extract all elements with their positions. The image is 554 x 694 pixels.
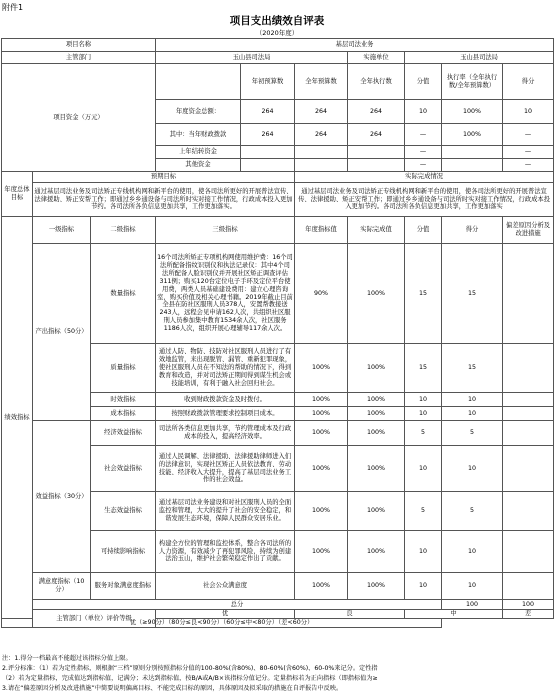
ind-score: 10 <box>405 573 442 600</box>
ind-actual: 100% <box>348 531 405 573</box>
ind-target: 100% <box>295 393 348 407</box>
funds-cell: — <box>405 146 442 159</box>
funds-cell: — <box>503 159 554 172</box>
actual-result-text: 通过基层司法业务及司法矫正专线机构网和新平台的使用，使各司法所更好的开展普法宣传、法律援助、矫正安帮工作；即通过乡乡通设备与司法所时实对接工作情况，行政成本投入更加节约。各司法所各负信息更加共享，工作更加落实 <box>295 183 554 217</box>
year-label: （2020年度） <box>255 29 299 37</box>
note-line: 注：1.得分一档最高不能超过该指标分值上限。 <box>2 655 132 662</box>
ind-got: 10 <box>442 407 503 421</box>
funds-header-rate: 执行率（全年执行数/全年预算数） <box>442 64 503 100</box>
ind-header-actual: 实际完成值 <box>348 217 405 244</box>
funds-cell: 264 <box>241 124 295 146</box>
total-got: 100 <box>503 600 554 610</box>
ind-l2: 成本指标 <box>91 407 156 421</box>
funds-cell <box>241 146 295 159</box>
ind-l3: 司法所各类信息更加共享，节约管理成本及行政成本的投入，提高经济效率。 <box>156 421 295 446</box>
ind-l3: 通过基层司法业务建设和对社区服刑人员的全面监控和管理，大大的提升了社会的安全稳定，和谐发展生态环境，保障人民群众安居乐业。 <box>156 492 295 531</box>
ind-score: 10 <box>405 407 442 421</box>
ind-dev <box>503 492 554 531</box>
funds-row-label: 上年结转资金 <box>156 146 241 159</box>
funds-cell <box>295 159 348 172</box>
ind-target: 100% <box>295 492 348 531</box>
rating-label: 主管部门（单位）评价等级 <box>33 610 156 628</box>
ind-got: 10 <box>442 531 503 573</box>
ind-got: 10 <box>442 573 503 600</box>
ind-l2: 质量指标 <box>91 344 156 393</box>
note-line: 2.评分标准：（1）若为定性指标，则根据“三档”原则分别按照指标分值的100-80%(含80%)、80-60%(含60%)、60-0%来记分。定性指 <box>2 665 378 672</box>
ind-l3: 社会公众满意度 <box>156 573 295 600</box>
ind-l3: 通过人防、物防、技防对社区服刑人员进行了有效地监管，来出现脱管、漏管、重新犯罪现象，使社区服刑人员在不知法的帮助的情况下，得到教育和改造，并对司法矫正期间得到谋生机会或技能培训，有利于融入社会回归社会。 <box>156 344 295 393</box>
expected-goal-header: 预期目标 <box>33 172 295 183</box>
ind-header-l3: 三级指标 <box>156 217 295 244</box>
ind-l3: 构建全方位的管理和监控体系，整合各司法所的人力资源，有效减少了再犯罪风险，持续为创建法治玉山，维护社会繁荣稳定作出了贡献。 <box>156 531 295 573</box>
ind-score: 15 <box>405 244 442 344</box>
note-line: （2）若为定量指标，完成值达到指标值，记满分；未达到指标值，按B/A或A/B×该指标分值记分。定量指标若为正向指标（即指标值为≥ <box>2 675 378 682</box>
ind-l3: 收到财政拨款资金及时拨付。 <box>156 393 295 407</box>
funds-cell <box>442 146 503 159</box>
ind-actual: 100% <box>348 446 405 492</box>
ind-actual: 100% <box>348 344 405 393</box>
ind-header-l1: 一级指标 <box>33 217 91 244</box>
ind-l2: 经济效益指标 <box>91 421 156 446</box>
indicators-label: 绩效指标 <box>2 217 33 619</box>
ind-actual: 100% <box>348 393 405 407</box>
ind-got: 15 <box>442 244 503 344</box>
funds-cell: — <box>503 146 554 159</box>
ind-got: 5 <box>442 492 503 531</box>
funds-cell: 10 <box>503 100 554 124</box>
funds-cell: — <box>503 124 554 146</box>
funds-cell: 264 <box>295 124 348 146</box>
funds-header-score: 分值 <box>405 64 442 100</box>
rating-medium: 中 <box>405 610 503 619</box>
ind-actual: 100% <box>348 492 405 531</box>
ind-got: 10 <box>442 446 503 492</box>
funds-header-annual: 全年预算数 <box>295 64 348 100</box>
actual-result-header: 实际完成情况 <box>295 172 554 183</box>
ind-l2: 服务对象满意度指标 <box>91 573 156 600</box>
funds-cell <box>442 159 503 172</box>
satisfaction-indicator-label: 满意度指标（10分） <box>33 573 91 600</box>
ind-score: 5 <box>405 421 442 446</box>
funds-cell: 264 <box>295 100 348 124</box>
ind-header-score: 分值 <box>405 217 442 244</box>
note-line: 3.请在“偏差原因分析及改进措施”中简要说明偏离目标、不能完成目标的原因，具体原因及拟采取的措施在自评报告中反映。 <box>2 685 343 692</box>
dept-label: 主管部门 <box>2 52 156 64</box>
ind-actual: 100% <box>348 573 405 600</box>
rating-criteria: 优（≥90分）（80分≤良<90分）（60分≤中<80分）（差<60分） <box>2 619 442 628</box>
ind-header-got: 得分 <box>442 217 503 244</box>
ind-got: 15 <box>442 344 503 393</box>
ind-l2: 可持续影响指标 <box>91 531 156 573</box>
ind-l2: 生态效益指标 <box>91 492 156 531</box>
annual-goal-label: 年度总体目标 <box>2 172 33 217</box>
ind-header-dev: 偏差原因分析及改进措施 <box>503 217 554 244</box>
ind-got: 10 <box>442 393 503 407</box>
ind-actual: 100% <box>348 407 405 421</box>
ind-target: 90% <box>295 244 348 344</box>
impl-label: 实施单位 <box>348 52 405 64</box>
funds-cell: 100% <box>442 124 503 146</box>
attachment-label: 附件1 <box>2 3 24 12</box>
ind-target: 100% <box>295 407 348 421</box>
ind-target: 100% <box>295 531 348 573</box>
funds-cell: 264 <box>241 100 295 124</box>
total-score: 100 <box>442 600 503 610</box>
funds-label: 项目资金（万元） <box>2 64 156 172</box>
evaluation-table <box>1 38 554 628</box>
ind-target: 100% <box>295 573 348 600</box>
ind-target: 100% <box>295 344 348 393</box>
ind-dev <box>503 344 554 393</box>
funds-cell: 264 <box>348 124 405 146</box>
rating-poor: 差 <box>503 610 554 619</box>
ind-l3: 16个司法所矫正专项机构网使用维护费：16个司法所配备指纹识别仪和执法记录仪：其中4个司法所配备人脸识别仪并开展社区矫正调查评估311例；购买120台定位电子手环及定位平台使用费，两类人员基础建设费用：建立心理咨询室，购买价值及相关心理书籍。2019年截止目前全县在防社区服刑人员378人，安置帮教接送243人，远程会见申请162人次，共组织社区服刑人员参加集中教育1534余人次，社区服务1186人次，组织开展心理辅导117余人次。 <box>156 244 295 344</box>
ind-score: 5 <box>405 492 442 531</box>
page-title: 项目支出绩效自评表 <box>229 15 325 27</box>
funds-header-initial: 年初预算数 <box>241 64 295 100</box>
funds-header-executed: 全年执行数 <box>348 64 405 100</box>
funds-row-label: 其中：当年财政拨款 <box>156 124 241 146</box>
ind-score: 10 <box>405 393 442 407</box>
output-indicator-label: 产出指标（50分） <box>33 244 91 421</box>
funds-row-label: 其他资金 <box>156 159 241 172</box>
ind-l2: 数量指标 <box>91 244 156 344</box>
ind-got: 5 <box>442 421 503 446</box>
ind-dev <box>503 407 554 421</box>
ind-actual: 100% <box>348 421 405 446</box>
funds-cell: 264 <box>348 100 405 124</box>
notes <box>2 654 552 694</box>
funds-cell <box>348 159 405 172</box>
ind-dev <box>503 244 554 344</box>
funds-header-blank <box>156 64 241 100</box>
impl-value: 玉山县司法局 <box>405 52 554 64</box>
project-name-value: 基层司法业务 <box>156 39 554 52</box>
total-label: 总分 <box>33 600 442 610</box>
dept-value: 玉山县司法局 <box>156 52 348 64</box>
ind-score: 10 <box>405 446 442 492</box>
funds-cell: 10 <box>405 100 442 124</box>
rating-excellent: 优 <box>156 610 295 619</box>
ind-l3: 通过人民调解、法律援助、法律援助律师进入们的法律意识，实现社区矫正人员依法教育、劳动技能、经济收入大提升，提高了基层司法业务工作的社会效益。 <box>156 446 295 492</box>
funds-cell: — <box>405 159 442 172</box>
ind-l2: 社会效益指标 <box>91 446 156 492</box>
ind-header-target: 年度指标值 <box>295 217 348 244</box>
ind-dev <box>503 573 554 600</box>
ind-score: 10 <box>405 531 442 573</box>
ind-dev <box>503 446 554 492</box>
funds-cell <box>348 146 405 159</box>
funds-row-label: 年度资金总额： <box>156 100 241 124</box>
funds-header-got: 得分 <box>503 64 554 100</box>
rating-good: 良 <box>295 610 405 619</box>
funds-cell <box>295 146 348 159</box>
ind-dev <box>503 531 554 573</box>
ind-target: 100% <box>295 421 348 446</box>
ind-actual: 100% <box>348 244 405 344</box>
expected-goal-text: 通过基层司法业务及司法矫正专线机构网和新平台的使用，使各司法所更好的开展普法宣传、法律援助、矫正安帮工作；即通过乡乡通设备与司法所时实对接工作情况，行政成本投入更加节约。各司法所各负信息更加共享，工作更加落实。 <box>33 183 295 217</box>
funds-cell <box>241 159 295 172</box>
funds-cell: 100% <box>442 100 503 124</box>
ind-l2: 时效指标 <box>91 393 156 407</box>
ind-dev <box>503 393 554 407</box>
ind-score: 15 <box>405 344 442 393</box>
project-name-label: 项目名称 <box>2 39 156 52</box>
ind-dev <box>503 421 554 446</box>
benefit-indicator-label: 效益指标（30分） <box>33 421 91 573</box>
funds-cell: — <box>405 124 442 146</box>
ind-header-l2: 二级指标 <box>91 217 156 244</box>
ind-l3: 按照财政拨款管理要求控制项目成本。 <box>156 407 295 421</box>
ind-target: 100% <box>295 446 348 492</box>
